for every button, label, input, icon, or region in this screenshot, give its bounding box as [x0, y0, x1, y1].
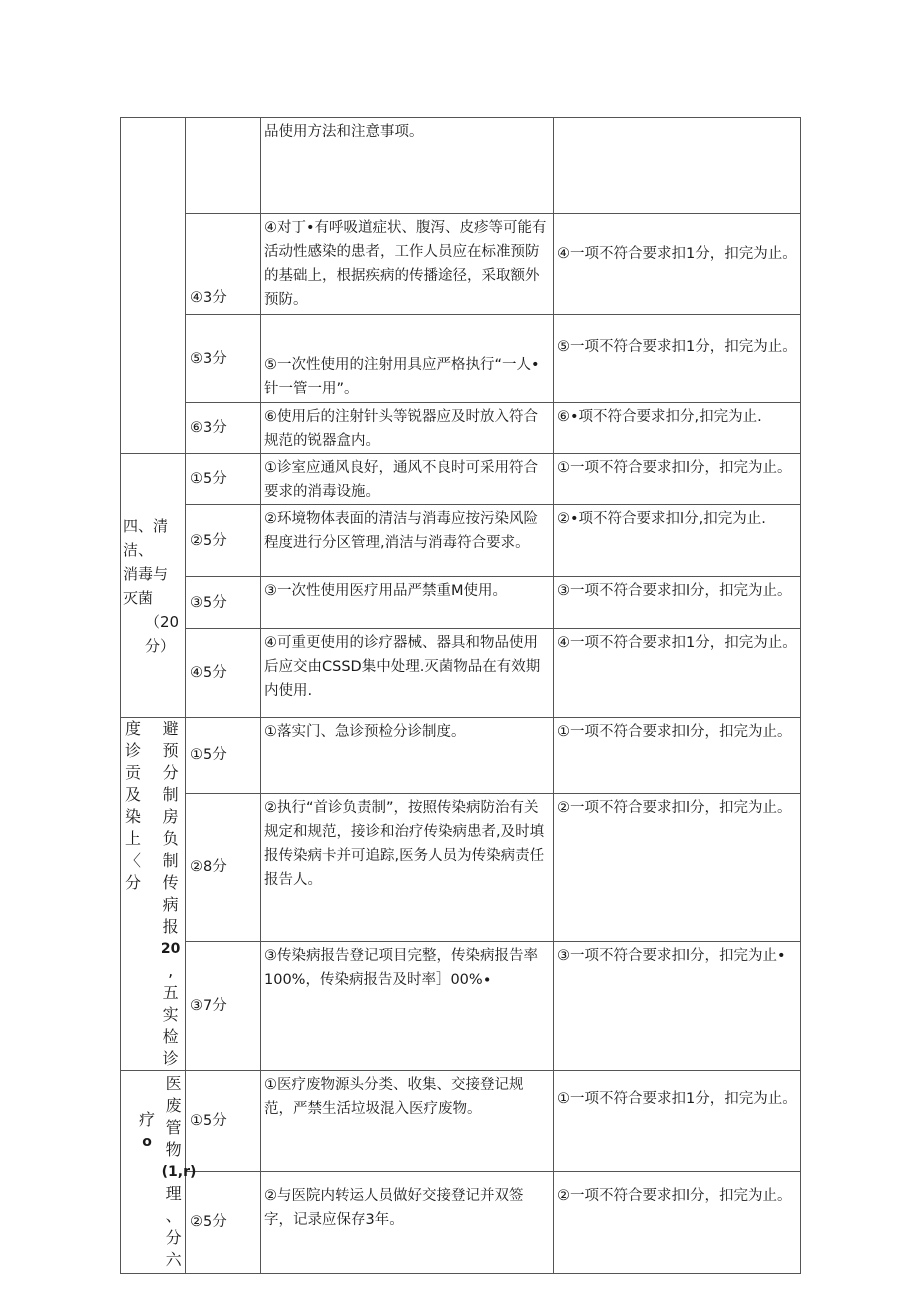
category-glyph: 制 — [162, 785, 179, 804]
score-cell: ⑥3分 — [186, 403, 261, 454]
score-cell: ①5分 — [186, 718, 261, 794]
criterion-cell: ③一项不符合要求扣l分，扣完为止。 — [554, 577, 801, 629]
table-row — [121, 505, 801, 577]
requirement-cell: ③一次性使用医疗用品严禁重M使用。 — [261, 577, 554, 629]
category-column-right — [161, 1073, 197, 1271]
category-glyph: 疗 — [138, 1110, 155, 1129]
category-glyph: 负 — [162, 829, 179, 848]
requirement-cell: ④对丁•有呼吸道症状、腹泻、皮疹等可能有活动性感染的患者，工作人员应在标准预防的基础上，根据疾病的传播途径，采取额外预防。 — [261, 214, 554, 315]
requirement-cell: 品使用方法和注意事项。 — [261, 118, 554, 214]
category-glyph: 物 — [165, 1140, 182, 1159]
requirement-cell: ①诊室应通风良好，通风不良时可采用符合要求的消毒设施。 — [261, 454, 554, 505]
category-glyph: 诊 — [124, 741, 141, 760]
category-glyph: 五 — [162, 983, 179, 1002]
category-points-unit: 分） — [145, 636, 176, 655]
score-cell — [186, 118, 261, 214]
criterion-cell: ②•项不符合要求扣l分,扣完为止. — [554, 505, 801, 577]
category-cell-continued — [121, 118, 186, 454]
table-row — [121, 403, 801, 454]
requirement-cell: ②执行“首诊负责制”，按照传染病防治有关规定和规范，接诊和治疗传染病患者,及时填报传染病卡并可追踪,医务人员为传染病责任报告人。 — [261, 793, 554, 941]
standards-table — [120, 117, 801, 1274]
criterion-cell: ①一项不符合要求扣1分，扣完为止。 — [554, 1071, 801, 1172]
table-row — [121, 214, 801, 315]
category-title: 四、清洁、 — [123, 516, 169, 559]
category-points: （20 — [145, 612, 180, 631]
category-column-left — [137, 1109, 157, 1153]
category-glyph: 分 — [162, 763, 179, 782]
requirement-cell: ①医疗废物源头分类、收集、交接登记规范，严禁生活垃圾混入医疗废物。 — [261, 1071, 554, 1172]
requirement-cell: ⑤一次性使用的注射用具应严格执行“一人•针一管一用”。 — [261, 315, 554, 403]
score-cell: ④3分 — [186, 214, 261, 315]
category-glyph: 贡 — [124, 763, 141, 782]
criterion-cell: ④一项不符合要求扣1分，扣完为止。 — [554, 214, 801, 315]
category-title-line3: 灭菌 — [123, 588, 154, 607]
criterion-cell: ②一项不符合要求扣l分，扣完为止。 — [554, 793, 801, 941]
criterion-cell: ⑥•项不符合要求扣分,扣完为止. — [554, 403, 801, 454]
category-glyph: 分 — [124, 873, 141, 892]
category-glyph: 传 — [162, 873, 179, 892]
requirement-cell: ③传染病报告登记项目完整，传染病报告率100%，传染病报告及时率］00%∙ — [261, 941, 554, 1071]
category-column-right — [158, 718, 184, 1070]
category-glyph: 染 — [124, 807, 141, 826]
score-cell: ③7分 — [186, 941, 261, 1071]
criterion-cell: ③一项不符合要求扣l分，扣完为止• — [554, 941, 801, 1071]
requirement-cell: ②与医院内转运人员做好交接登记并双签字，记录应保存3年。 — [261, 1171, 554, 1273]
category-glyph: 〈 — [124, 851, 141, 870]
category-glyph: 理 — [165, 1184, 182, 1203]
table-row — [121, 1171, 801, 1273]
category-glyph: 避 — [162, 719, 179, 738]
category-glyph: 上 — [124, 829, 141, 848]
category-glyph: 病 — [162, 895, 179, 914]
category-glyph: 废 — [165, 1096, 182, 1115]
category-glyph: 医 — [165, 1074, 182, 1093]
category-glyph: 制 — [162, 851, 179, 870]
table-row — [121, 118, 801, 214]
category-cell-waste — [121, 1071, 197, 1274]
category-glyph: 实 — [162, 1005, 179, 1024]
table-row — [121, 454, 801, 505]
category-glyph: 20 — [160, 941, 181, 957]
category-glyph: o — [142, 1134, 152, 1150]
category-glyph: , — [168, 961, 174, 980]
category-glyph: 检 — [162, 1027, 179, 1046]
category-glyph: 报 — [162, 917, 179, 936]
table-row — [121, 577, 801, 629]
category-glyph: 度 — [124, 719, 141, 738]
table-row — [121, 1071, 801, 1172]
category-column-left — [123, 718, 143, 894]
category-glyph: 诊 — [162, 1049, 179, 1068]
requirement-cell: ④可重更使用的诊疗器械、器具和物品使用后应交由CSSD集中处理.灭菌物品在有效期内使用. — [261, 629, 554, 718]
score-cell: ④5分 — [186, 629, 261, 718]
category-glyph: 、 — [165, 1206, 182, 1225]
category-glyph: 分 — [165, 1228, 182, 1247]
category-glyph: 管 — [165, 1118, 182, 1137]
criterion-cell: ④一项不符合要求扣1分，扣完为止。 — [554, 629, 801, 718]
criterion-cell: ①一项不符合要求扣l分，扣完为止。 — [554, 718, 801, 794]
category-glyph: 及 — [124, 785, 141, 804]
category-glyph: 预 — [162, 741, 179, 760]
category-cell-triage — [121, 718, 186, 1071]
table-row — [121, 315, 801, 403]
table-row — [121, 718, 801, 794]
score-cell: ②5分 — [186, 1171, 261, 1273]
score-cell: ③5分 — [186, 577, 261, 629]
score-cell: ②5分 — [186, 505, 261, 577]
score-cell: ①5分 — [186, 1071, 261, 1172]
criterion-cell — [554, 118, 801, 214]
score-cell: ②8分 — [186, 793, 261, 941]
category-title-line2: 消毒与 — [123, 564, 169, 583]
category-glyph: 房 — [162, 807, 179, 826]
score-cell: ⑤3分 — [186, 315, 261, 403]
category-glyph: (1,r) — [161, 1164, 197, 1180]
requirement-cell: ①落实门、急诊预检分诊制度。 — [261, 718, 554, 794]
requirement-cell: ⑥使用后的注射针头等锐器应及时放入符合规范的锐器盒内。 — [261, 403, 554, 454]
table-row — [121, 793, 801, 941]
criterion-cell: ①一项不符合要求扣l分，扣完为止。 — [554, 454, 801, 505]
criterion-cell: ⑤一项不符合要求扣1分，扣完为止。 — [554, 315, 801, 403]
table-row — [121, 941, 801, 1071]
requirement-cell: ②环境物体表面的清洁与消毒应按污染风险程度进行分区管理,消洁与消毒符合要求。 — [261, 505, 554, 577]
table-row — [121, 629, 801, 718]
criterion-cell: ②一项不符合要求扣l分，扣完为止。 — [554, 1171, 801, 1273]
category-glyph: 六 — [165, 1250, 182, 1269]
category-cell-cleaning — [121, 454, 186, 718]
score-cell: ①5分 — [186, 454, 261, 505]
